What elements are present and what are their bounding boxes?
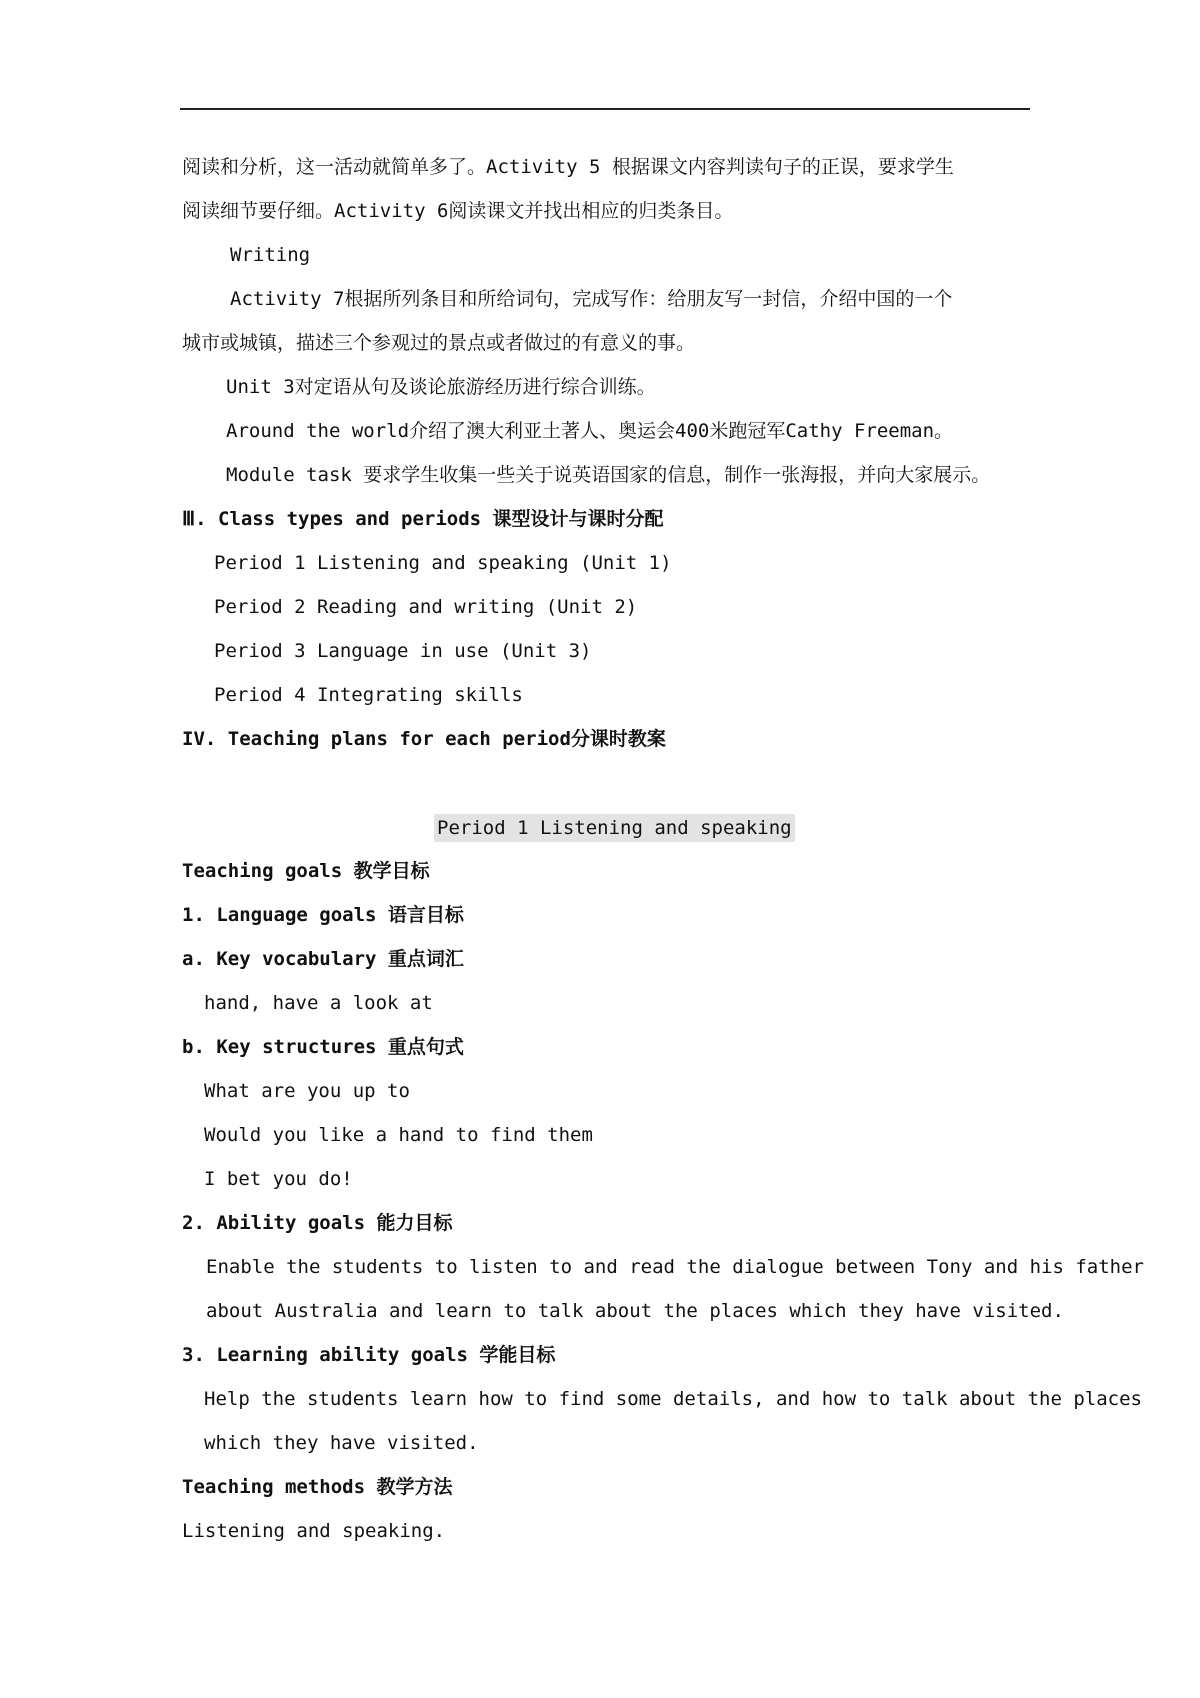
paragraph-line: Activity 7根据所列条目和所给词句，完成写作：给朋友写一封信，介绍中国的一个 (230, 288, 953, 310)
subheading: 2. Ability goals 能力目标 (182, 1212, 453, 1234)
subheading: 3. Learning ability goals 学能目标 (182, 1344, 556, 1366)
subheading: 1. Language goals 语言目标 (182, 904, 464, 926)
subheading: Teaching methods 教学方法 (182, 1476, 453, 1498)
section-heading: IV. Teaching plans for each period分课时教案 (182, 728, 666, 750)
paragraph-line: Unit 3对定语从句及谈论旅游经历进行综合训练。 (226, 376, 656, 398)
paragraph-line: 城市或城镇，描述三个参观过的景点或者做过的有意义的事。 (182, 332, 696, 354)
list-item: What are you up to (204, 1080, 410, 1102)
paragraph-line: Listening and speaking. (182, 1520, 446, 1542)
period-item: Period 3 Language in use (Unit 3) (214, 640, 592, 662)
section-heading: Ⅲ. Class types and periods 课型设计与课时分配 (182, 508, 664, 530)
subheading: a. Key vocabulary 重点词汇 (182, 948, 464, 970)
paragraph-line: Module task 要求学生收集一些关于说英语国家的信息，制作一张海报，并向大家展示。 (226, 464, 991, 486)
subheading: b. Key structures 重点句式 (182, 1036, 464, 1058)
list-item: I bet you do! (204, 1168, 353, 1190)
list-item: Would you like a hand to find them (204, 1124, 593, 1146)
paragraph-line: 阅读和分析，这一活动就简单多了。Activity 5 根据课文内容判读句子的正误，要求学生 (182, 156, 954, 178)
paragraph-line: 阅读细节要仔细。Activity 6阅读课文并找出相应的归类条目。 (182, 200, 734, 222)
period-item: Period 4 Integrating skills (214, 684, 523, 706)
list-item: hand, have a look at (204, 992, 433, 1014)
header-rule (180, 108, 1030, 110)
writing-heading: Writing (230, 244, 311, 266)
paragraph-line: Help the students learn how to find some details, and how to talk about the places (204, 1388, 1142, 1410)
period-title: Period 1 Listening and speaking (434, 814, 795, 842)
subheading: Teaching goals 教学目标 (182, 860, 430, 882)
period-item: Period 1 Listening and speaking (Unit 1) (214, 552, 672, 574)
period-item: Period 2 Reading and writing (Unit 2) (214, 596, 638, 618)
paragraph-line: Enable the students to listen to and read the dialogue between Tony and his father (206, 1256, 1144, 1278)
paragraph-line: about Australia and learn to talk about the places which they have visited. (206, 1300, 1064, 1322)
paragraph-line: which they have visited. (204, 1432, 479, 1454)
paragraph-line: Around the world介绍了澳大利亚土著人、奥运会400米跑冠军Cathy Freeman。 (226, 420, 954, 442)
